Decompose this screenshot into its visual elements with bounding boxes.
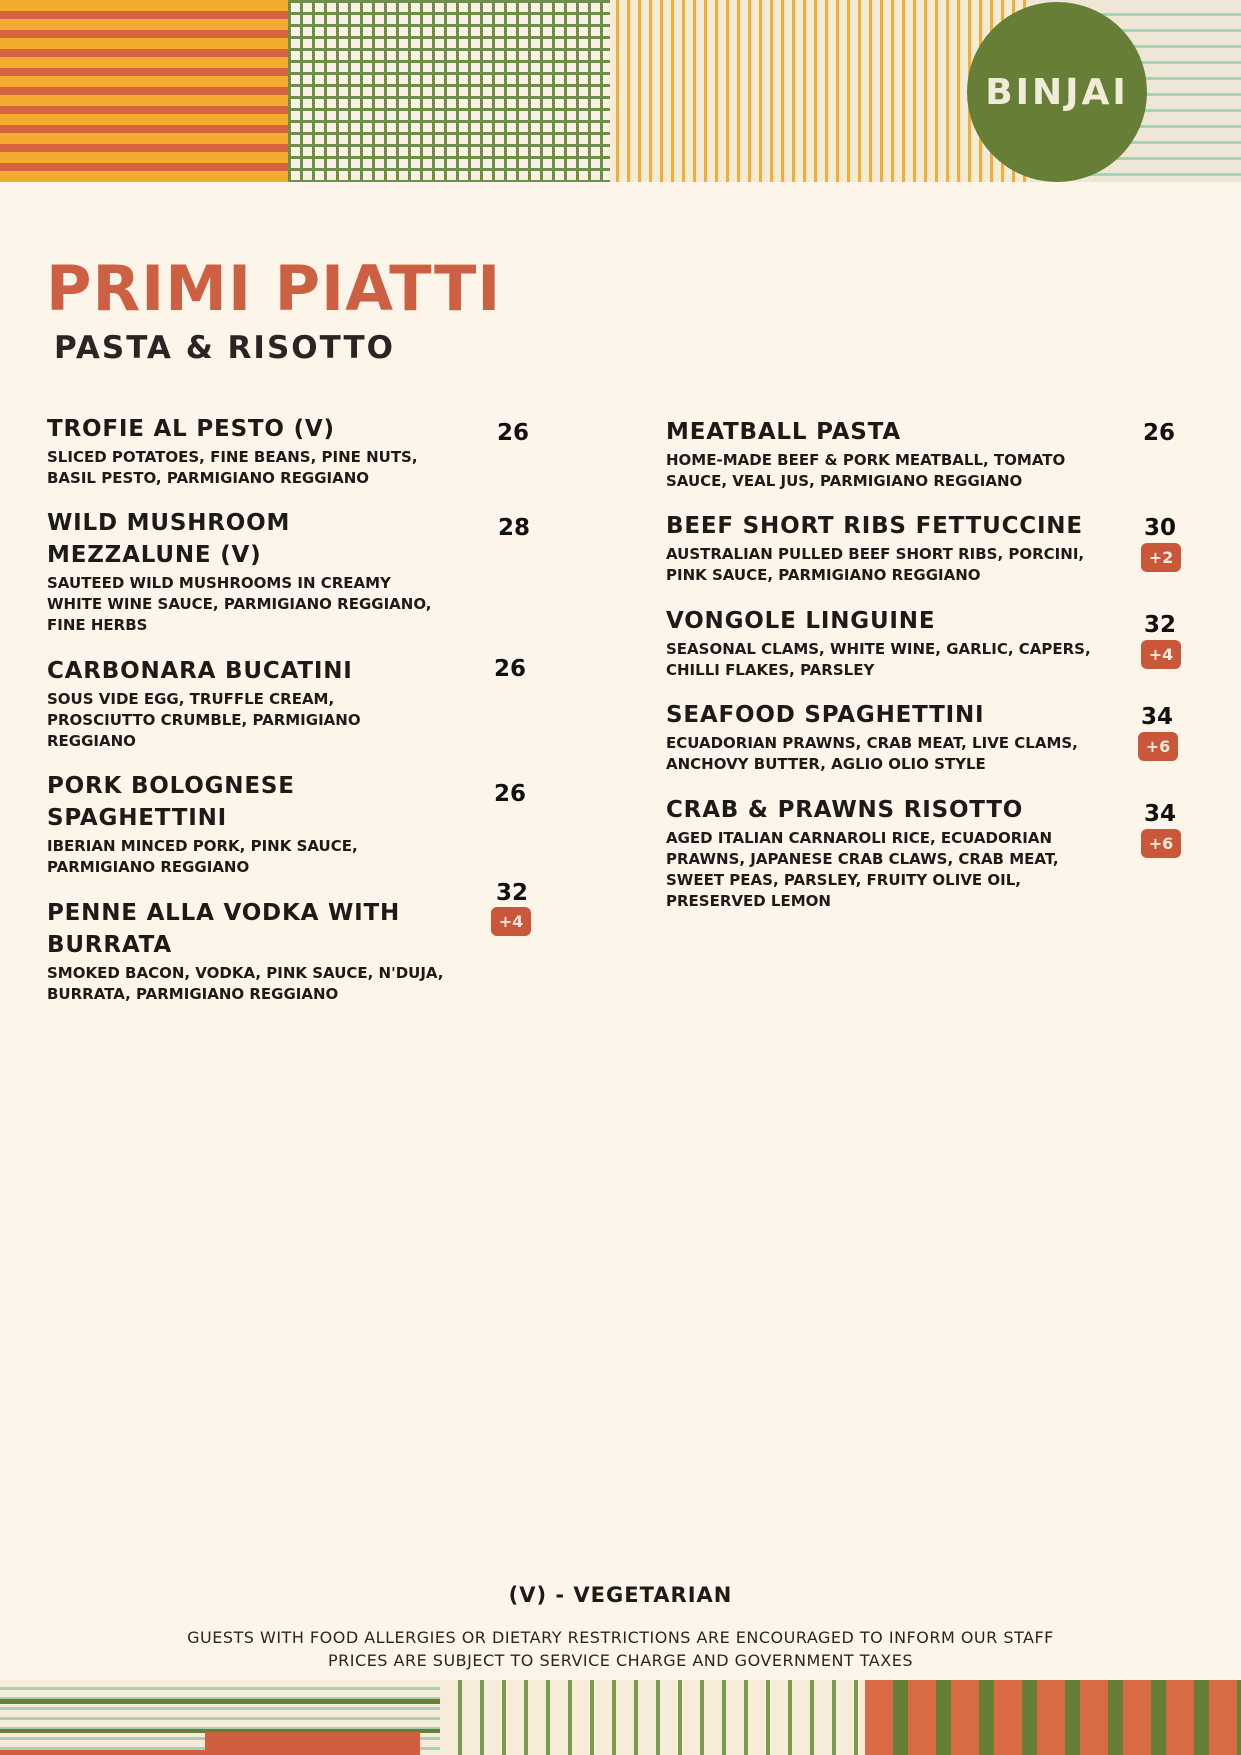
menu-item-risotto xyxy=(666,794,1106,912)
olive-line xyxy=(0,1699,440,1704)
addon-price-badge: +2 xyxy=(1141,543,1181,572)
menu-item-carbonara xyxy=(47,655,447,752)
orange-stripe-pattern xyxy=(0,0,288,182)
red-bar xyxy=(0,1750,205,1755)
menu-item-short-ribs xyxy=(666,510,1106,586)
menu-item-price: 26 xyxy=(496,420,529,446)
menu-item-description: ECUADORIAN PRAWNS, CRAB MEAT, LIVE CLAMS, ANCHOVY BUTTER, AGLIO OLIO STYLE xyxy=(666,734,1078,773)
menu-item-price: 32 xyxy=(495,880,528,906)
footer-banner xyxy=(0,1680,1241,1755)
red-block xyxy=(205,1732,420,1755)
menu-item-name: SEAFOOD SPAGHETTINI xyxy=(666,702,985,728)
menu-item-name: WILD MUSHROOM MEZZALUNE (V) xyxy=(47,510,291,568)
allergy-notice: GUESTS WITH FOOD ALLERGIES OR DIETARY RESTRICTIONS ARE ENCOURAGED TO INFORM OUR STAFF xyxy=(187,1628,1054,1647)
menu-item-name: MEATBALL PASTA xyxy=(666,419,901,445)
menu-item-meatball xyxy=(666,416,1106,492)
menu-item-name: PORK BOLOGNESE SPAGHETTINI xyxy=(47,773,295,831)
green-vertical-line-pattern xyxy=(440,1680,865,1755)
menu-item-description: SMOKED BACON, VODKA, PINK SAUCE, N'DUJA, BURRATA, PARMIGIANO REGGIANO xyxy=(47,964,444,1003)
menu-item-price: 26 xyxy=(1142,420,1175,446)
menu-item-price: 30 xyxy=(1143,515,1176,541)
menu-item-description: HOME-MADE BEEF & PORK MEATBALL, TOMATO SAUCE, VEAL JUS, PARMIGIANO REGGIANO xyxy=(666,451,1066,490)
page-subtitle: PASTA & RISOTTO xyxy=(54,330,395,366)
addon-price-badge: +4 xyxy=(1141,640,1181,669)
brand-logo-text: BINJAI xyxy=(985,71,1129,113)
red-green-stripe-pattern xyxy=(865,1680,1241,1755)
vegetarian-legend: (V) - VEGETARIAN xyxy=(508,1583,733,1607)
menu-item-description: SAUTEED WILD MUSHROOMS IN CREAMY WHITE WINE SAUCE, PARMIGIANO REGGIANO, FINE HERBS xyxy=(47,574,432,634)
menu-item-name: TROFIE AL PESTO (V) xyxy=(47,416,335,442)
menu-item-name: CRAB & PRAWNS RISOTTO xyxy=(666,797,1024,823)
menu-item-price: 26 xyxy=(493,781,526,807)
addon-price-badge: +6 xyxy=(1138,732,1178,761)
menu-item-price: 32 xyxy=(1143,612,1176,638)
menu-item-price: 28 xyxy=(497,515,530,541)
green-grid-pattern xyxy=(288,0,610,182)
menu-item-vongole xyxy=(666,605,1106,681)
addon-price-badge: +4 xyxy=(491,907,531,936)
menu-item-description: SLICED POTATOES, FINE BEANS, PINE NUTS, BASIL PESTO, PARMIGIANO REGGIANO xyxy=(47,448,418,487)
menu-item-name: CARBONARA BUCATINI xyxy=(47,658,353,684)
menu-item-mezzalune xyxy=(47,507,442,636)
brand-logo xyxy=(967,2,1147,182)
menu-item-name: PENNE ALLA VODKA WITH BURRATA xyxy=(47,900,401,958)
menu-item-bolognese xyxy=(47,770,447,878)
menu-item-description: AGED ITALIAN CARNAROLI RICE, ECUADORIAN PRAWNS, JAPANESE CRAB CLAWS, CRAB MEAT, SWEET PEAS, PARSLEY, FRUITY OLIVE OIL, PRESERVED LEMON xyxy=(666,829,1059,910)
menu-item-price: 34 xyxy=(1143,801,1176,827)
addon-price-badge: +6 xyxy=(1141,829,1181,858)
menu-item-penne-vodka xyxy=(47,897,467,1005)
page-title: PRIMI PIATTI xyxy=(46,252,502,325)
menu-item-price: 26 xyxy=(493,656,526,682)
menu-item-description: AUSTRALIAN PULLED BEEF SHORT RIBS, PORCINI, PINK SAUCE, PARMIGIANO REGGIANO xyxy=(666,545,1085,584)
menu-item-description: SEASONAL CLAMS, WHITE WINE, GARLIC, CAPERS, CHILLI FLAKES, PARSLEY xyxy=(666,640,1091,679)
menu-item-name: BEEF SHORT RIBS FETTUCCINE xyxy=(666,513,1083,539)
menu-item-description: SOUS VIDE EGG, TRUFFLE CREAM, PROSCIUTTO CRUMBLE, PARMIGIANO REGGIANO xyxy=(47,690,361,750)
menu-item-name: VONGOLE LINGUINE xyxy=(666,608,936,634)
menu-item-seafood xyxy=(666,699,1106,775)
menu-item-price: 34 xyxy=(1140,704,1173,730)
price-notice: PRICES ARE SUBJECT TO SERVICE CHARGE AND GOVERNMENT TAXES xyxy=(328,1651,913,1670)
header-banner xyxy=(0,0,1241,182)
menu-item-description: IBERIAN MINCED PORK, PINK SAUCE, PARMIGIANO REGGIANO xyxy=(47,837,358,876)
menu-item-trofie xyxy=(47,413,467,489)
